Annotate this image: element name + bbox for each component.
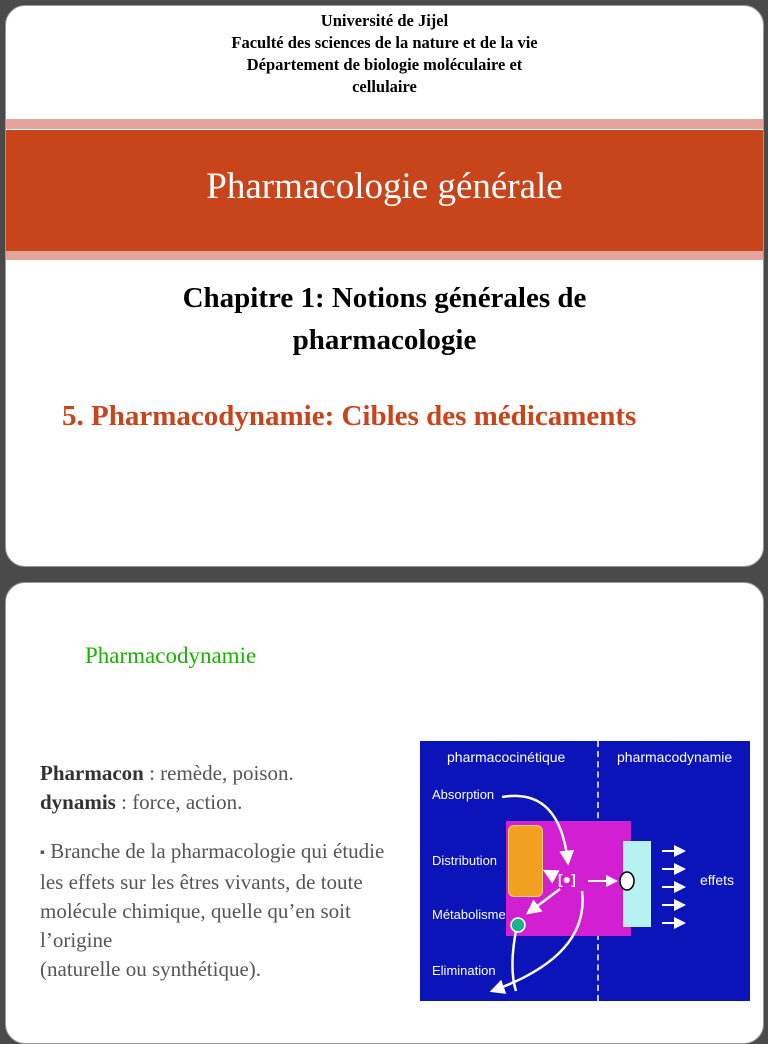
definition-text bbox=[40, 759, 410, 984]
title-slide bbox=[5, 5, 764, 567]
effect-arrows bbox=[662, 851, 684, 923]
dynamis-definition bbox=[40, 788, 410, 817]
pharmacon-meaning: : remède, poison. bbox=[143, 761, 294, 785]
label-metabolisme: Métabolisme bbox=[432, 907, 506, 922]
course-title: Pharmacologie générale bbox=[206, 166, 563, 207]
label-pharmacocinetique: pharmacocinétique bbox=[447, 749, 566, 765]
department-name: Département de biologie moléculaire et bbox=[246, 55, 523, 74]
label-pharmacodynamie: pharmacodynamie bbox=[617, 749, 733, 765]
university-header bbox=[6, 10, 763, 98]
content-slide bbox=[5, 582, 764, 1044]
pharmacon-term: Pharmacon bbox=[40, 761, 144, 785]
plasma-concentration-label: [●] bbox=[558, 871, 576, 887]
bullet-icon: ▪ bbox=[40, 845, 45, 861]
faculty-name: Faculté des sciences de la nature et de la vie bbox=[231, 33, 538, 52]
paragraph-text: Branche de la pharmacologie qui étudie les effets sur les êtres vivants, de toute molécule chimique, quelle qu’en soit l’origine bbox=[40, 839, 385, 952]
dynamis-term: dynamis bbox=[40, 790, 116, 814]
label-distribution: Distribution bbox=[432, 853, 498, 868]
chapter-title bbox=[6, 277, 763, 361]
metabolism-arrow bbox=[528, 889, 560, 913]
slide-heading: Pharmacodynamie bbox=[85, 643, 257, 668]
distribution-arrow bbox=[545, 871, 556, 877]
bottom-accent-band bbox=[6, 251, 763, 260]
branch-paragraph bbox=[40, 837, 410, 955]
top-accent-band bbox=[6, 119, 763, 129]
label-absorption: Absorption bbox=[432, 787, 495, 802]
chapter-line-2: pharmacologie bbox=[292, 324, 477, 356]
paragraph-end: (naturelle ou synthétique). bbox=[40, 956, 262, 981]
drug-receptor-dot bbox=[620, 872, 634, 890]
pharmacology-diagram bbox=[420, 741, 750, 1001]
metabolite-dot bbox=[511, 918, 525, 932]
university-name: Université de Jijel bbox=[320, 11, 449, 30]
dynamis-meaning: : force, action. bbox=[115, 790, 243, 814]
title-band bbox=[6, 130, 763, 251]
chapter-line-1: Chapitre 1: Notions générales de bbox=[182, 282, 587, 314]
label-elimination: Elimination bbox=[432, 963, 496, 978]
label-effets: effets bbox=[700, 872, 734, 888]
diagram-arrows bbox=[420, 741, 750, 1001]
section-title: 5. Pharmacodynamie: Cibles des médicaments bbox=[62, 400, 637, 432]
pharmacon-definition bbox=[40, 759, 410, 788]
department-name-cont: cellulaire bbox=[352, 77, 417, 96]
absorption-arrow bbox=[502, 796, 568, 863]
